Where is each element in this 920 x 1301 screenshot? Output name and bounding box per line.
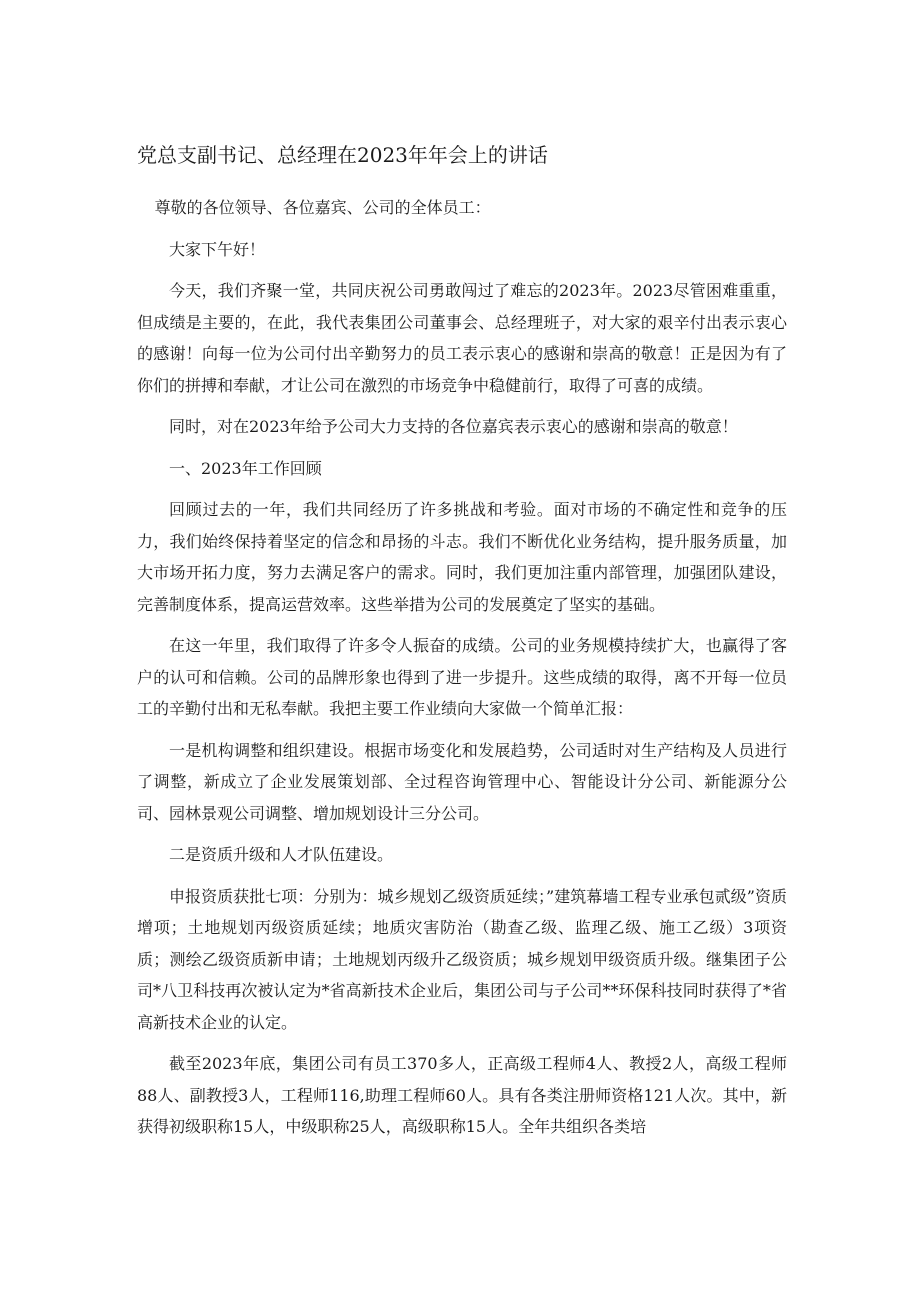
paragraph-salutation: 尊敬的各位领导、各位嘉宾、公司的全体员工： xyxy=(154,198,491,217)
paragraph-staff-stats: 截至2023年底，集团公司有员工370多人，正高级工程师4人、教授2人，高级工程师88人、副教授3人，工程师116,助理工程师60人。具有各类注册师资格121人次。其中，新获得初级职称15人，中级职称25人，高级职称15人。全年共组织各类培 xyxy=(137,1054,787,1136)
paragraph-qualifications: 申报资质获批七项：分别为：城乡规划乙级资质延续；”建筑幕墙工程专业承包贰级”资质增项；土地规划丙级资质延续；地质灾害防治（勘查乙级、监理乙级、施工乙级）3项资质；测绘乙级资质新申请；土地规划丙级升乙级资质；城乡规划甲级资质升级。继集团子公司*八卫科技再次被认定为*省高新技术企业后，集团公司与子公司**环保科技同时获得了*省高新技术企业的认定。 xyxy=(137,886,787,1032)
paragraph-qualification-heading: 二是资质升级和人才队伍建设。 xyxy=(169,845,394,864)
paragraph-greeting: 大家下午好！ xyxy=(169,239,266,259)
paragraph-thanks-guests: 同时，对在2023年给予公司大力支持的各位嘉宾表示衷心的感谢和崇高的敬意！ xyxy=(169,417,738,436)
document-body xyxy=(137,192,787,1153)
paragraph-achievements: 在这一年里，我们取得了许多令人振奋的成绩。公司的业务规模持续扩大，也赢得了客户的认可和信赖。公司的品牌形象也得到了进一步提升。这些成绩的取得，离不开每一位员工的辛勤付出和无私奉献。我把主要工作业绩向大家做一个简单汇报： xyxy=(137,636,787,718)
section-heading-review: 一、2023年工作回顾 xyxy=(169,458,322,478)
paragraph-org-adjustment: 一是机构调整和组织建设。根据市场变化和发展趋势，公司适时对生产结构及人员进行了调整，新成立了企业发展策划部、全过程咨询管理中心、智能设计分公司、新能源分公司、园林景观公司调整、增加规划设计三分公司。 xyxy=(137,740,787,823)
paragraph-review: 回顾过去的一年，我们共同经历了许多挑战和考验。面对市场的不确定性和竞争的压力，我们始终保持着坚定的信念和昂扬的斗志。我们不断优化业务结构，提升服务质量，加大市场开拓力度，努力去满足客户的需求。同时，我们更加注重内部管理，加强团队建设，完善制度体系，提高运营效率。这些举措为公司的发展奠定了坚实的基础。 xyxy=(137,500,787,614)
paragraph-opening: 今天，我们齐聚一堂，共同庆祝公司勇敢闯过了难忘的2023年。2023尽管困难重重，但成绩是主要的，在此，我代表集团公司董事会、总经理班子，对大家的艰辛付出表示衷心的感谢！向每一位为公司付出辛勤努力的员工表示衷心的感谢和崇高的敬意！正是因为有了你们的拼搏和奉献，才让公司在激烈的市场竞争中稳健前行，取得了可喜的成绩。 xyxy=(137,281,787,395)
document-title: 党总支副书记、总经理在2023年年会上的讲话 xyxy=(137,143,548,167)
